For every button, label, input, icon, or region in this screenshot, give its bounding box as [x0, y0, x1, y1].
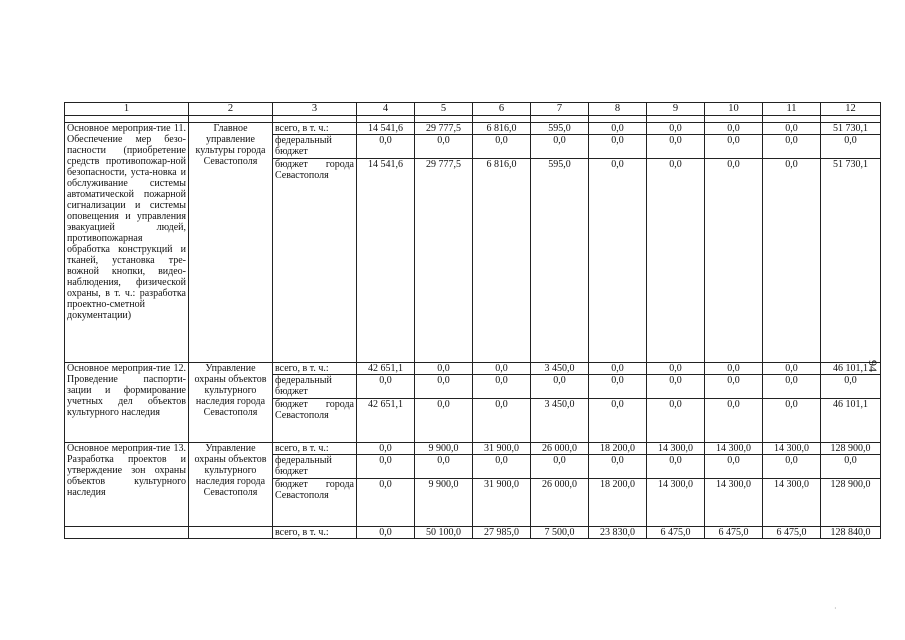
column-number: 11 [763, 103, 821, 116]
amount-cell: 128 900,0 [821, 443, 881, 455]
table-row [65, 363, 881, 375]
amount-cell: 3 450,0 [531, 363, 589, 375]
table-row [65, 123, 881, 135]
funding-source-cell: бюджет города Севастополя [273, 479, 357, 527]
funding-source-cell: федеральный бюджет [273, 135, 357, 159]
amount-cell: 31 900,0 [473, 479, 531, 527]
amount-cell: 0,0 [705, 135, 763, 159]
amount-cell: 0,0 [647, 363, 705, 375]
amount-cell: 6 475,0 [647, 527, 705, 539]
column-number: 1 [65, 103, 189, 116]
column-number: 6 [473, 103, 531, 116]
amount-cell: 29 777,5 [415, 123, 473, 135]
funding-source-cell: бюджет города Севастополя [273, 159, 357, 363]
column-number: 7 [531, 103, 589, 116]
spacer-cell [65, 116, 189, 123]
amount-cell: 0,0 [647, 159, 705, 363]
amount-cell: 46 101,1 [821, 363, 881, 375]
amount-cell: 0,0 [589, 159, 647, 363]
amount-cell: 9 900,0 [415, 479, 473, 527]
column-number: 8 [589, 103, 647, 116]
amount-cell: 0,0 [705, 455, 763, 479]
amount-cell: 42 651,1 [357, 399, 415, 443]
amount-cell: 18 200,0 [589, 443, 647, 455]
funding-source-cell: федеральный бюджет [273, 455, 357, 479]
amount-cell: 0,0 [763, 135, 821, 159]
amount-cell: 6 816,0 [473, 159, 531, 363]
amount-cell: 0,0 [357, 135, 415, 159]
header-row [65, 103, 881, 116]
executor-cell: Управление охраны объектов культурного наследия города Севастополя [189, 363, 273, 443]
table-row [65, 527, 881, 539]
amount-cell: 0,0 [357, 527, 415, 539]
column-number: 2 [189, 103, 273, 116]
amount-cell: 29 777,5 [415, 159, 473, 363]
amount-cell: 0,0 [473, 399, 531, 443]
funding-source-cell: всего, в т. ч.: [273, 363, 357, 375]
executor-cell [189, 527, 273, 539]
amount-cell: 0,0 [415, 455, 473, 479]
amount-cell: 0,0 [763, 123, 821, 135]
amount-cell: 595,0 [531, 159, 589, 363]
column-number: 4 [357, 103, 415, 116]
column-number: 10 [705, 103, 763, 116]
amount-cell: 0,0 [763, 455, 821, 479]
amount-cell: 0,0 [415, 363, 473, 375]
amount-cell: 0,0 [821, 455, 881, 479]
amount-cell: 0,0 [647, 399, 705, 443]
measure-cell [65, 527, 189, 539]
amount-cell: 0,0 [763, 375, 821, 399]
amount-cell: 0,0 [531, 375, 589, 399]
spacer-cell [357, 116, 415, 123]
funding-source-cell: бюджет города Севастополя [273, 399, 357, 443]
amount-cell: 0,0 [705, 399, 763, 443]
amount-cell: 0,0 [415, 375, 473, 399]
table-body [65, 103, 881, 539]
amount-cell: 0,0 [705, 363, 763, 375]
amount-cell: 14 300,0 [705, 479, 763, 527]
amount-cell: 18 200,0 [589, 479, 647, 527]
amount-cell: 42 651,1 [357, 363, 415, 375]
amount-cell: 0,0 [357, 455, 415, 479]
spacer-cell [647, 116, 705, 123]
amount-cell: 9 900,0 [415, 443, 473, 455]
amount-cell: 0,0 [473, 363, 531, 375]
amount-cell: 0,0 [589, 363, 647, 375]
amount-cell: 14 541,6 [357, 123, 415, 135]
amount-cell: 0,0 [763, 399, 821, 443]
measure-cell: Основное мероприя-тие 12. Проведение паспорти-зации и формирование учетных дел объектов культурного наследия [65, 363, 189, 443]
amount-cell: 0,0 [763, 159, 821, 363]
amount-cell: 0,0 [589, 123, 647, 135]
spacer-cell [189, 116, 273, 123]
spacer-cell [589, 116, 647, 123]
amount-cell: 23 830,0 [589, 527, 647, 539]
amount-cell: 0,0 [589, 399, 647, 443]
funding-source-cell: федеральный бюджет [273, 375, 357, 399]
amount-cell: 0,0 [647, 123, 705, 135]
measure-cell: Основное мероприя-тие 13. Разработка проектов и утверждение зон охраны объектов культурного наследия [65, 443, 189, 527]
amount-cell: 0,0 [357, 443, 415, 455]
spacer-cell [821, 116, 881, 123]
amount-cell: 51 730,1 [821, 159, 881, 363]
amount-cell: 0,0 [531, 455, 589, 479]
amount-cell: 27 985,0 [473, 527, 531, 539]
amount-cell: 51 730,1 [821, 123, 881, 135]
amount-cell: 3 450,0 [531, 399, 589, 443]
amount-cell: 14 300,0 [647, 443, 705, 455]
amount-cell: 0,0 [589, 375, 647, 399]
amount-cell: 0,0 [415, 399, 473, 443]
amount-cell: 595,0 [531, 123, 589, 135]
amount-cell: 0,0 [705, 159, 763, 363]
spacer-cell [531, 116, 589, 123]
page-number: 94 [866, 360, 880, 372]
amount-cell: 0,0 [821, 135, 881, 159]
column-number: 12 [821, 103, 881, 116]
table-row [65, 443, 881, 455]
amount-cell: 0,0 [705, 123, 763, 135]
spacer-cell [473, 116, 531, 123]
amount-cell: 0,0 [589, 135, 647, 159]
amount-cell: 0,0 [647, 135, 705, 159]
funding-source-cell: всего, в т. ч.: [273, 527, 357, 539]
amount-cell: 14 300,0 [705, 443, 763, 455]
amount-cell: 14 300,0 [763, 479, 821, 527]
column-number: 5 [415, 103, 473, 116]
amount-cell: 128 900,0 [821, 479, 881, 527]
amount-cell: 0,0 [357, 479, 415, 527]
amount-cell: 46 101,1 [821, 399, 881, 443]
amount-cell: 0,0 [821, 375, 881, 399]
amount-cell: 0,0 [647, 375, 705, 399]
amount-cell: 0,0 [763, 363, 821, 375]
amount-cell: 26 000,0 [531, 479, 589, 527]
amount-cell: 6 475,0 [705, 527, 763, 539]
amount-cell: 50 100,0 [415, 527, 473, 539]
amount-cell: 0,0 [357, 375, 415, 399]
funding-source-cell: всего, в т. ч.: [273, 443, 357, 455]
amount-cell: 0,0 [531, 135, 589, 159]
budget-table-page [64, 102, 880, 539]
amount-cell: 14 300,0 [647, 479, 705, 527]
amount-cell: 14 541,6 [357, 159, 415, 363]
spacer-row [65, 116, 881, 123]
scan-mark: · [834, 604, 837, 613]
column-number: 9 [647, 103, 705, 116]
amount-cell: 0,0 [473, 455, 531, 479]
spacer-cell [763, 116, 821, 123]
executor-cell: Главное управление культуры города Севастополя [189, 123, 273, 363]
funding-source-cell: всего, в т. ч.: [273, 123, 357, 135]
amount-cell: 0,0 [473, 375, 531, 399]
amount-cell: 0,0 [473, 135, 531, 159]
amount-cell: 7 500,0 [531, 527, 589, 539]
budget-table [64, 102, 881, 539]
executor-cell: Управление охраны объектов культурного наследия города Севастополя [189, 443, 273, 527]
amount-cell: 0,0 [705, 375, 763, 399]
amount-cell: 0,0 [589, 455, 647, 479]
spacer-cell [415, 116, 473, 123]
amount-cell: 26 000,0 [531, 443, 589, 455]
spacer-cell [705, 116, 763, 123]
amount-cell: 0,0 [415, 135, 473, 159]
amount-cell: 14 300,0 [763, 443, 821, 455]
amount-cell: 6 816,0 [473, 123, 531, 135]
amount-cell: 31 900,0 [473, 443, 531, 455]
amount-cell: 128 840,0 [821, 527, 881, 539]
spacer-cell [273, 116, 357, 123]
amount-cell: 0,0 [647, 455, 705, 479]
column-number: 3 [273, 103, 357, 116]
amount-cell: 6 475,0 [763, 527, 821, 539]
measure-cell: Основное мероприя-тие 11. Обеспечение мер безо-пасности (приобретение средств противопожар-ной безопасности, уста-новка и обслуживание системы автоматической пожарной сигнализации и системы оповещения и управления эвакуацией людей, противопожарная обработка конструкций и тканей, установка тре-вожной кнопки, видео-наблюдения, физической охраны, в т. ч.: разработка проектно-сметной документации) [65, 123, 189, 363]
